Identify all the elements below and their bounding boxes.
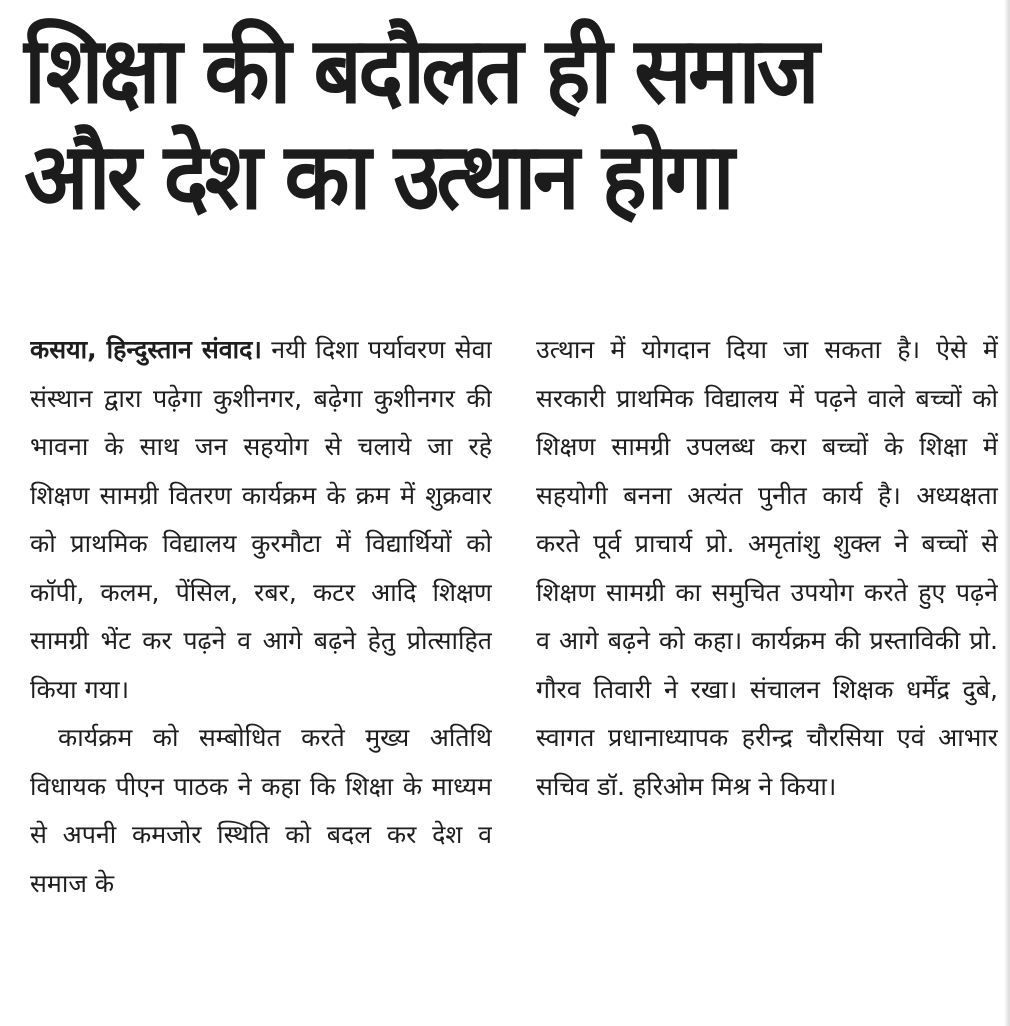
headline [24,18,907,230]
paragraph-2: कार्यक्रम को सम्बोधित करते मुख्य अतिथि विधायक पीएन पाठक ने कहा कि शिक्षा के माध्यम से अपनी कमजोर स्थिति को बदल कर देश व समाज के [30,723,492,898]
paragraph-1-text: नयी दिशा पर्यावरण सेवा संस्थान द्वारा पढ़ेगा कुशीनगर, बढ़ेगा कुशीनगर की भावना के साथ जन सहयोग से चलाये जा रहे शिक्षण सामग्री वितरण कार्यक्रम के क्रम में शुक्रवार को प्राथमिक विद्यालय कुरमौटा में विद्यार्थियों को कॉपी, कलम, पेंसिल, रबर, कटर आदि शिक्षण सामग्री भेंट कर पढ़ने व आगे बढ़ने हेतु प्रोत्साहित किया गया। [30,335,492,704]
article-column-right [536,326,998,1016]
article-column-left [30,326,492,1016]
headline-line-2: और देश का उत्थान होगा [24,123,731,230]
paragraph-1 [30,326,492,714]
dateline: कसया, हिन्दुस्तान संवाद। [30,335,262,364]
paragraph-3: उत्थान में योगदान दिया जा सकता है। ऐसे में सरकारी प्राथमिक विद्यालय में पढ़ने वाले बच्चों को शिक्षण सामग्री उपलब्ध करा बच्चों के शिक्षा में सहयोगी बनना अत्यंत पुनीत कार्य है। अध्यक्षता करते पूर्व प्राचार्य प्रो. अमृतांशु शुक्ल ने बच्चों से शिक्षण सामग्री का समुचित उपयोग करते हुए पढ़ने व आगे बढ़ने को कहा। कार्यक्रम की प्रस्ताविकी प्रो. गौरव तिवारी ने रखा। संचालन शिक्षक धर्मेंद्र दुबे, स्वागत प्रधानाध्यापक हरीन्द्र चौरसिया एवं आभार सचिव डॉ. हरिओम मिश्र ने किया। [536,335,998,801]
headline-line-1: शिक्षा की बदौलत ही समाज [24,17,816,124]
page-edge-shadow [1004,0,1010,1026]
